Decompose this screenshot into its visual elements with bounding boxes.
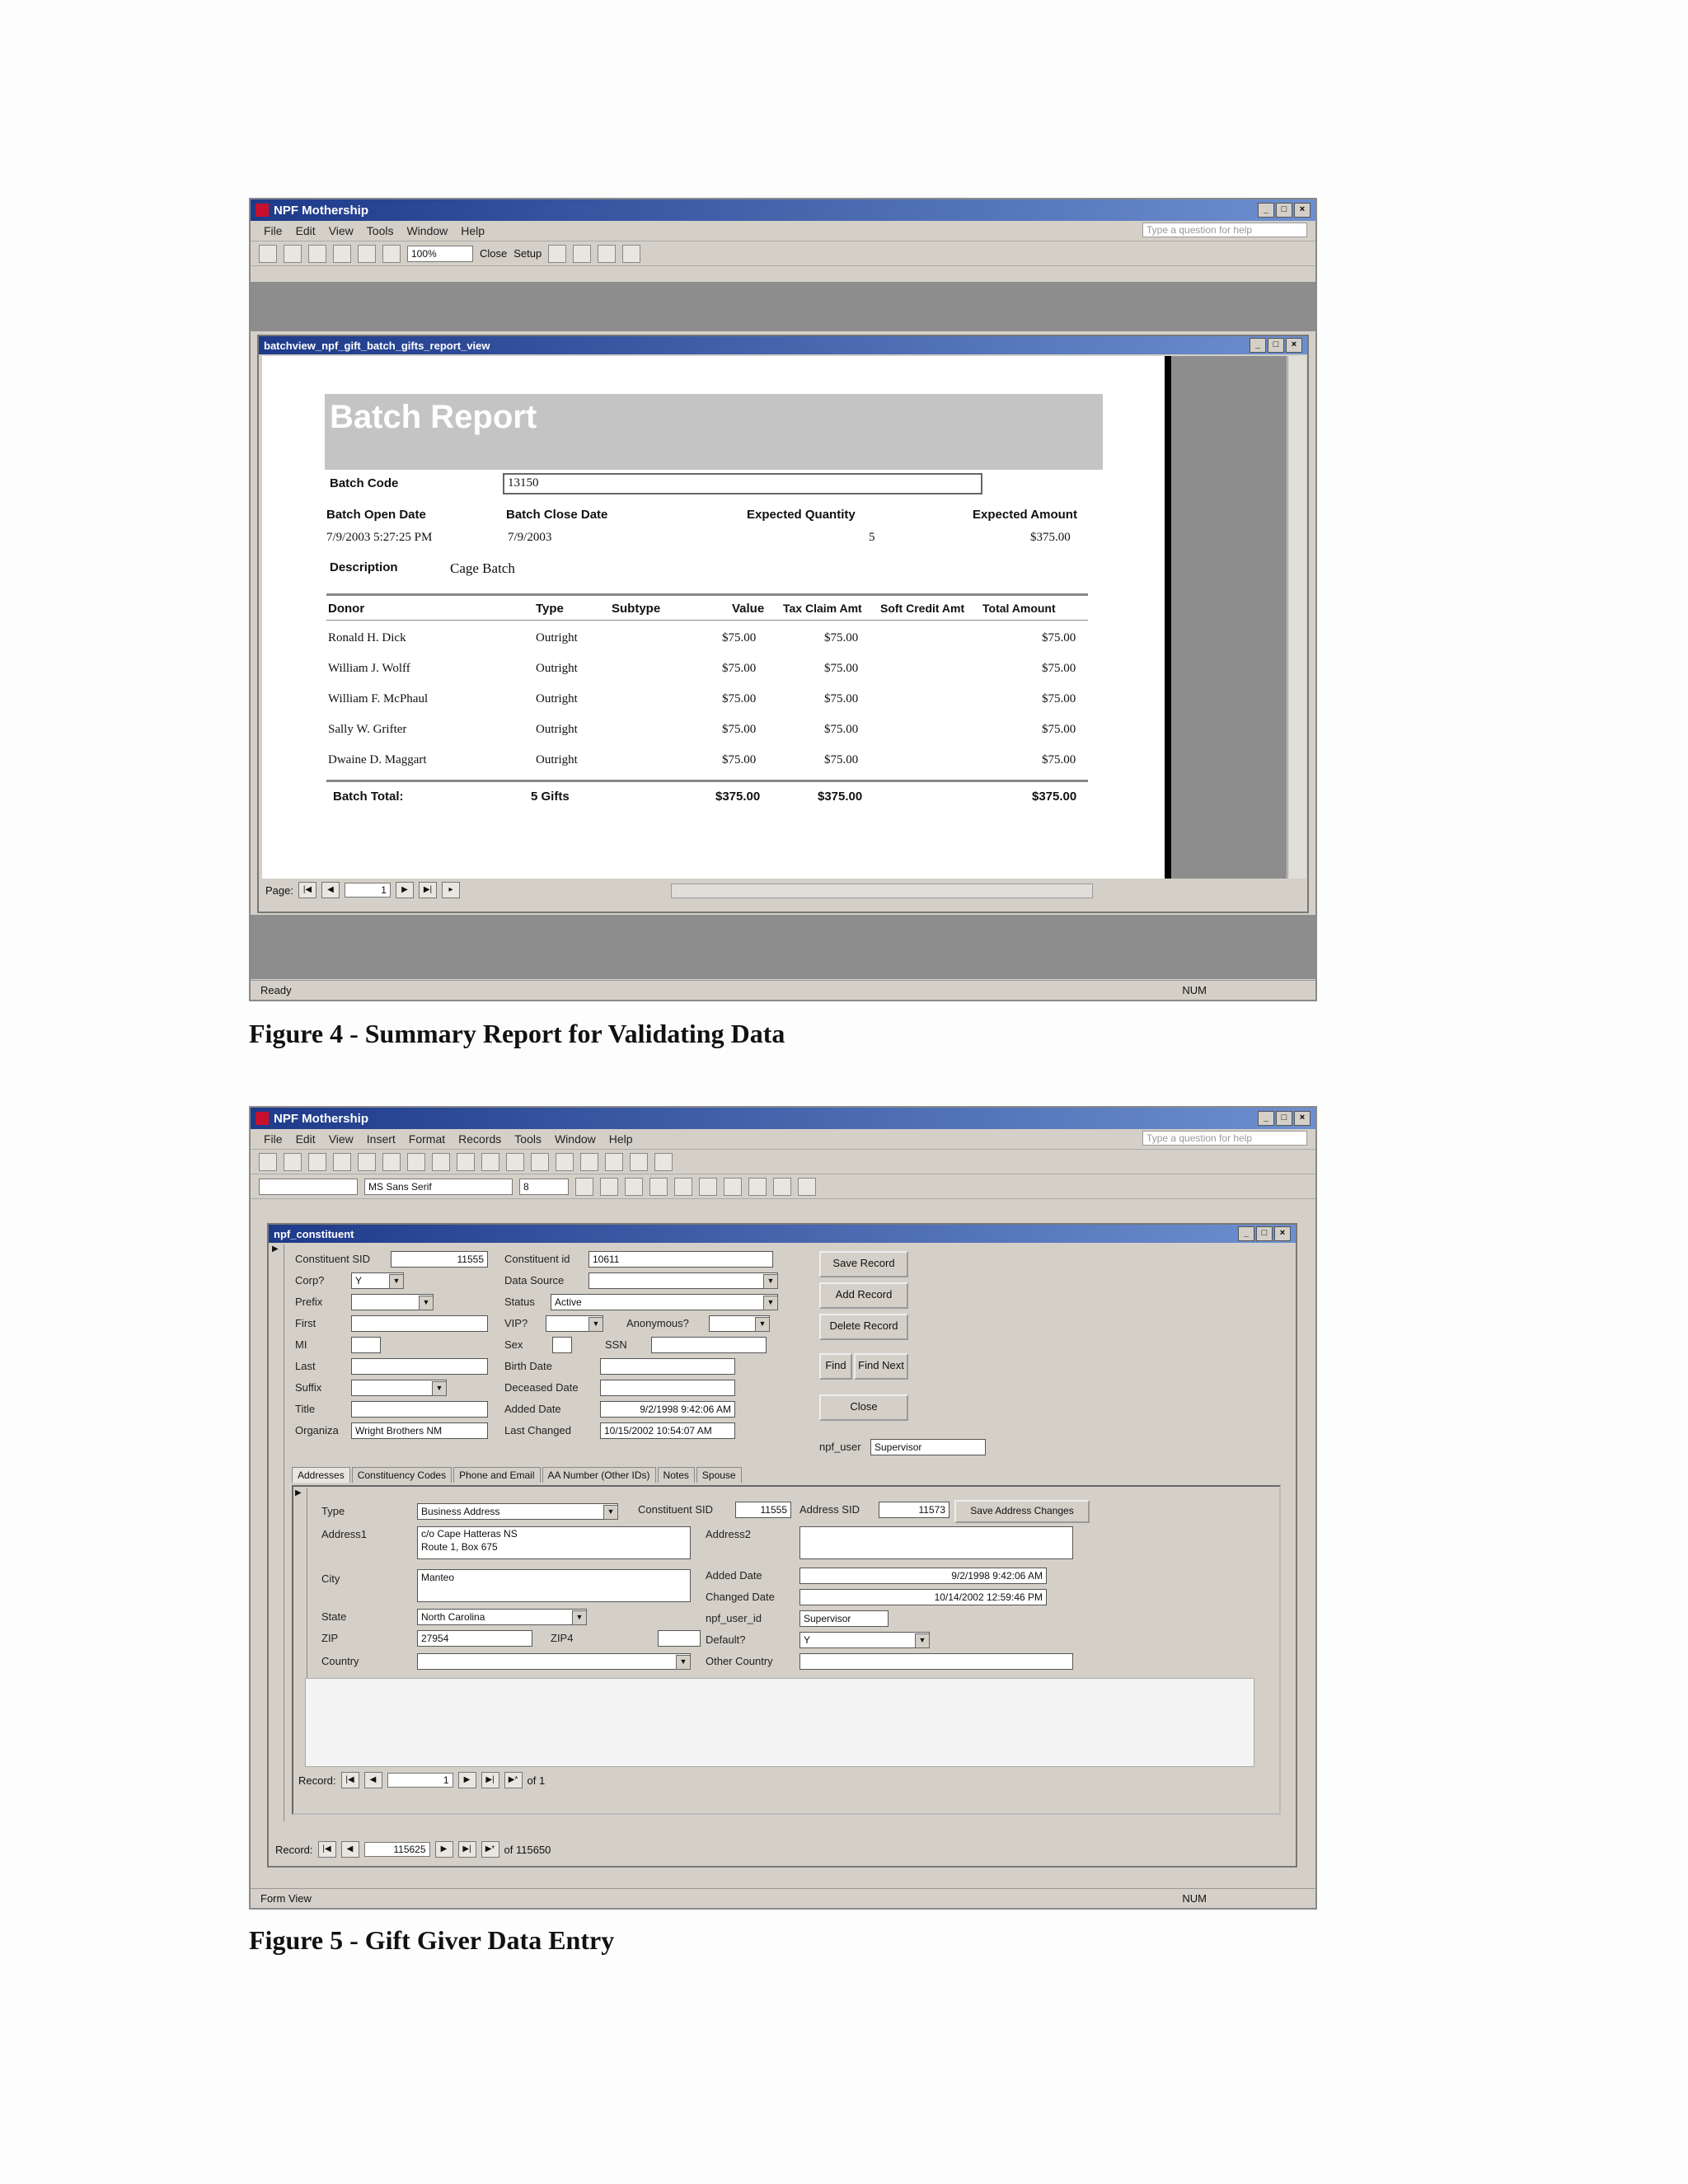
delete-record-icon[interactable] — [605, 1153, 623, 1171]
page-navigator — [265, 882, 460, 898]
figure-5-caption: Figure 5 - Gift Giver Data Entry — [249, 1925, 615, 1955]
chevron-down-icon[interactable]: ▼ — [763, 1296, 778, 1310]
last-changed-field[interactable]: 10/15/2002 10:54:07 AM — [600, 1422, 735, 1439]
address-type-label: Type — [321, 1505, 345, 1517]
sort-ascending-icon[interactable] — [481, 1153, 499, 1171]
report-title: Batch Report — [325, 394, 1103, 470]
sort-descending-icon[interactable] — [506, 1153, 524, 1171]
added-date-field[interactable]: 9/2/1998 9:42:06 AM — [600, 1401, 735, 1418]
save-record-button[interactable]: Save Record — [819, 1251, 908, 1277]
menu-bar — [251, 1129, 1315, 1150]
address1-label: Address1 — [321, 1528, 367, 1540]
menu-view[interactable]: View — [328, 1132, 354, 1146]
npf-user-field[interactable]: Supervisor — [870, 1439, 986, 1455]
page-number-input[interactable]: 1 — [345, 883, 391, 898]
column-divider — [326, 620, 1088, 621]
child-maximize-button[interactable]: □ — [1268, 338, 1284, 353]
status-text: Ready — [260, 984, 292, 996]
state-label: State — [321, 1610, 347, 1623]
chevron-down-icon[interactable]: ▼ — [419, 1296, 434, 1310]
save-address-changes-button[interactable]: Save Address Changes — [954, 1500, 1090, 1523]
close-window-button[interactable]: × — [1294, 1111, 1311, 1126]
description-label: Description — [330, 560, 398, 574]
child-title: batchview_npf_gift_batch_gifts_report_view — [264, 339, 490, 352]
address-constituent-sid-field[interactable]: 11555 — [735, 1502, 791, 1518]
row-donor: Ronald H. Dick — [328, 631, 406, 644]
prefix-label: Prefix — [295, 1296, 323, 1308]
menu-format[interactable]: Format — [408, 1132, 446, 1146]
first-page-icon[interactable]: |◀ — [298, 882, 316, 898]
find-button[interactable]: Find — [819, 1353, 852, 1380]
chevron-down-icon[interactable]: ▼ — [755, 1317, 770, 1332]
horizontal-scrollbar[interactable] — [671, 883, 1093, 898]
first-label: First — [295, 1317, 316, 1329]
tab-constituency-codes[interactable]: Constituency Codes — [352, 1467, 452, 1483]
form-window — [249, 1106, 1317, 1910]
row-donor: Dwaine D. Maggart — [328, 753, 427, 766]
formatting-toolbar — [251, 1174, 1315, 1199]
row-donor: William J. Wolff — [328, 662, 410, 675]
chevron-down-icon[interactable]: ▼ — [603, 1505, 618, 1520]
deceased-date-field[interactable] — [600, 1380, 735, 1396]
prev-record-icon[interactable]: ◀ — [364, 1772, 382, 1788]
app-title: NPF Mothership — [274, 203, 368, 218]
form-toolbar — [251, 1150, 1315, 1174]
align-left-icon[interactable] — [649, 1178, 668, 1196]
print-icon[interactable] — [284, 245, 302, 263]
prev-page-icon[interactable]: ◀ — [321, 882, 340, 898]
row-total: $75.00 — [1042, 631, 1076, 644]
one-page-icon[interactable] — [333, 245, 351, 263]
col-donor: Donor — [328, 602, 365, 616]
status-bar — [251, 1888, 1315, 1908]
cut-icon[interactable] — [382, 1153, 401, 1171]
child-maximize-button[interactable]: □ — [1256, 1226, 1273, 1241]
spelling-icon[interactable] — [358, 1153, 376, 1171]
record-label: Record: — [275, 1843, 313, 1856]
vip-label: VIP? — [504, 1317, 528, 1329]
paste-icon[interactable] — [432, 1153, 450, 1171]
title-bar — [251, 1108, 1315, 1129]
minimize-button[interactable]: _ — [1258, 203, 1274, 218]
open-date-label: Batch Open Date — [326, 508, 426, 522]
col-value: Value — [732, 602, 765, 616]
child-title: npf_constituent — [274, 1227, 354, 1240]
country-select[interactable] — [417, 1653, 691, 1670]
batch-code-label: Batch Code — [330, 476, 399, 490]
row-type: Outright — [536, 692, 578, 705]
status-bar — [251, 980, 1315, 1000]
object-select[interactable] — [259, 1179, 358, 1195]
close-date-value: 7/9/2003 — [508, 531, 552, 544]
two-pages-icon[interactable] — [358, 245, 376, 263]
first-name-field[interactable] — [351, 1315, 488, 1332]
chevron-down-icon[interactable]: ▼ — [389, 1274, 404, 1289]
maximize-button[interactable]: □ — [1276, 203, 1292, 218]
city-field[interactable]: Manteo — [417, 1569, 691, 1602]
menu-insert[interactable]: Insert — [366, 1132, 396, 1146]
sub-record-selector[interactable]: ▶ — [295, 1488, 307, 1678]
sex-field[interactable] — [552, 1337, 572, 1353]
default-select[interactable]: Y — [799, 1632, 930, 1648]
title-label: Title — [295, 1403, 316, 1415]
next-page-icon[interactable]: ▶ — [396, 882, 414, 898]
zip4-label: ZIP4 — [551, 1632, 574, 1644]
page-edge — [1165, 356, 1171, 879]
batch-total-value: $375.00 — [715, 790, 761, 804]
row-type: Outright — [536, 662, 578, 675]
address2-field[interactable] — [799, 1526, 1073, 1559]
menu-file[interactable]: File — [264, 1132, 283, 1146]
app-title: NPF Mothership — [274, 1111, 368, 1126]
menu-window[interactable]: Window — [554, 1132, 596, 1146]
row-value: $75.00 — [722, 753, 757, 766]
corp-label: Corp? — [295, 1274, 325, 1286]
prev-record-icon[interactable]: ◀ — [341, 1841, 359, 1858]
chevron-down-icon[interactable]: ▼ — [572, 1610, 587, 1625]
row-tax: $75.00 — [824, 662, 859, 675]
middle-initial-field[interactable] — [351, 1337, 381, 1353]
record-number-input[interactable]: 115625 — [364, 1842, 430, 1857]
menu-records[interactable]: Records — [458, 1132, 502, 1146]
organization-label: Organiza — [295, 1424, 339, 1436]
mdi-background-bottom — [251, 915, 1315, 979]
save-icon[interactable] — [284, 1153, 302, 1171]
constituent-form-window — [267, 1223, 1297, 1868]
help-search-input[interactable]: Type a question for help — [1142, 223, 1307, 237]
last-record-icon[interactable]: ▶| — [481, 1772, 499, 1788]
birth-date-field[interactable] — [600, 1358, 735, 1375]
batch-code-value: 13150 — [503, 473, 982, 494]
mi-label: MI — [295, 1338, 307, 1351]
first-record-icon[interactable]: |◀ — [318, 1841, 336, 1858]
batch-total-label: Batch Total: — [333, 790, 404, 804]
address-added-date-field[interactable]: 9/2/1998 9:42:06 AM — [799, 1568, 1047, 1584]
open-date-value: 7/9/2003 5:27:25 PM — [326, 531, 433, 544]
menu-help[interactable]: Help — [608, 1132, 633, 1146]
chevron-down-icon[interactable]: ▼ — [915, 1633, 930, 1648]
data-source-label: Data Source — [504, 1274, 565, 1286]
col-total: Total Amount — [982, 602, 1056, 615]
added-date-label: Added Date — [504, 1403, 561, 1415]
menu-edit[interactable]: Edit — [295, 224, 316, 237]
country-label: Country — [321, 1655, 359, 1667]
last-label: Last — [295, 1360, 316, 1372]
col-subtype: Subtype — [612, 602, 661, 616]
changed-date-label: Changed Date — [706, 1591, 775, 1603]
row-donor: Sally W. Grifter — [328, 723, 407, 736]
filter-icon[interactable] — [531, 1153, 549, 1171]
minimize-button[interactable]: _ — [1258, 1111, 1274, 1126]
bold-icon[interactable] — [575, 1178, 593, 1196]
menu-tools[interactable]: Tools — [366, 224, 394, 237]
record-selector[interactable]: ▶ — [272, 1244, 284, 1821]
font-size-select[interactable]: 8 — [519, 1179, 569, 1195]
other-country-field[interactable] — [799, 1653, 1073, 1670]
address2-label: Address2 — [706, 1528, 751, 1540]
close-window-button[interactable]: × — [1294, 203, 1311, 218]
row-type: Outright — [536, 753, 578, 766]
title-bar — [251, 199, 1315, 221]
batch-total-gifts: 5 Gifts — [531, 790, 570, 804]
close-button[interactable]: Close — [480, 247, 508, 260]
city-label: City — [321, 1572, 340, 1585]
constituent-sid-label: Constituent SID — [295, 1253, 371, 1265]
last-record-icon[interactable]: ▶| — [458, 1841, 476, 1858]
tab-notes[interactable]: Notes — [658, 1467, 695, 1483]
last-page-icon[interactable]: ▶| — [419, 882, 437, 898]
office-links-icon[interactable] — [548, 245, 566, 263]
sub-record-navigator — [298, 1772, 545, 1788]
row-value: $75.00 — [722, 631, 757, 644]
row-type: Outright — [536, 631, 578, 644]
state-select[interactable]: North Carolina — [417, 1609, 587, 1625]
preview-background — [1171, 356, 1287, 879]
properties-icon[interactable] — [630, 1153, 648, 1171]
row-tax: $75.00 — [824, 723, 859, 736]
child-minimize-button[interactable]: _ — [1250, 338, 1266, 353]
report-toolbar — [251, 241, 1315, 266]
subform-empty-area — [305, 1678, 1254, 1767]
font-color-icon[interactable] — [748, 1178, 767, 1196]
figure-4-caption: Figure 4 - Summary Report for Validating Data — [249, 1019, 785, 1048]
record-count: of 115650 — [504, 1843, 551, 1856]
row-tax: $75.00 — [824, 692, 859, 705]
batch-total-amount: $375.00 — [1032, 790, 1077, 804]
new-record-nav-icon[interactable]: ▶* — [504, 1772, 523, 1788]
child-minimize-button[interactable]: _ — [1238, 1226, 1254, 1241]
menu-tools[interactable]: Tools — [514, 1132, 542, 1146]
address-constituent-sid-label: Constituent SID — [638, 1503, 714, 1516]
line-color-icon[interactable] — [773, 1178, 791, 1196]
undo-icon[interactable] — [457, 1153, 475, 1171]
organization-field[interactable]: Wright Brothers NM — [351, 1422, 488, 1439]
deceased-date-label: Deceased Date — [504, 1381, 579, 1394]
col-type: Type — [536, 602, 564, 616]
other-country-label: Other Country — [706, 1655, 773, 1667]
child-close-button[interactable]: × — [1274, 1226, 1291, 1241]
row-total: $75.00 — [1042, 723, 1076, 736]
title-field[interactable] — [351, 1401, 488, 1418]
mdi-background — [251, 282, 1315, 331]
menu-view[interactable]: View — [328, 224, 354, 237]
find-next-button[interactable]: Find Next — [854, 1353, 908, 1380]
ssn-field[interactable] — [651, 1337, 767, 1353]
constituent-id-label: Constituent id — [504, 1253, 570, 1265]
new-record-nav-icon[interactable]: ▶* — [481, 1841, 499, 1858]
row-value: $75.00 — [722, 692, 757, 705]
expected-amount-label: Expected Amount — [973, 508, 1077, 522]
anonymous-label: Anonymous? — [626, 1317, 689, 1329]
chevron-down-icon[interactable]: ▼ — [763, 1274, 778, 1289]
tab-aa-number[interactable]: AA Number (Other IDs) — [542, 1467, 656, 1483]
expected-quantity-label: Expected Quantity — [747, 508, 856, 522]
setup-button[interactable]: Setup — [513, 247, 542, 260]
database-window-icon[interactable] — [573, 245, 591, 263]
align-right-icon[interactable] — [699, 1178, 717, 1196]
menu-edit[interactable]: Edit — [295, 1132, 316, 1146]
view-icon[interactable] — [259, 245, 277, 263]
address-type-select[interactable]: Business Address — [417, 1503, 618, 1520]
access-app-icon — [256, 204, 269, 217]
child-title-bar — [259, 336, 1307, 354]
constituent-sid-field[interactable]: 11555 — [391, 1251, 488, 1268]
header-divider — [326, 593, 1088, 596]
address-added-date-label: Added Date — [706, 1569, 762, 1582]
print-preview-icon[interactable] — [333, 1153, 351, 1171]
zip-label: ZIP — [321, 1632, 339, 1644]
row-total: $75.00 — [1042, 753, 1076, 766]
delete-record-button[interactable]: Delete Record — [819, 1314, 908, 1340]
corp-select[interactable]: Y — [351, 1272, 404, 1289]
access-app-icon — [256, 1112, 269, 1125]
constituent-id-field[interactable]: 10611 — [588, 1251, 773, 1268]
help-icon[interactable] — [622, 245, 640, 263]
total-divider — [326, 780, 1088, 782]
scroll-right-icon[interactable]: ▸ — [442, 882, 460, 898]
sub-record-count: of 1 — [527, 1774, 546, 1787]
report-window — [249, 198, 1317, 1001]
italic-icon[interactable] — [600, 1178, 618, 1196]
menu-file[interactable]: File — [264, 224, 283, 237]
suffix-label: Suffix — [295, 1381, 322, 1394]
find-icon[interactable] — [556, 1153, 574, 1171]
new-object-icon[interactable] — [598, 245, 616, 263]
row-total: $75.00 — [1042, 662, 1076, 675]
address-sid-label: Address SID — [799, 1503, 860, 1516]
vertical-scrollbar[interactable] — [1287, 356, 1306, 879]
address1-line1: c/o Cape Hatteras NS — [421, 1528, 518, 1540]
print-icon[interactable] — [308, 1153, 326, 1171]
align-center-icon[interactable] — [674, 1178, 692, 1196]
npf-user-label: npf_user — [819, 1441, 861, 1453]
font-name-select[interactable]: MS Sans Serif — [364, 1179, 513, 1195]
col-tax-claim: Tax Claim Amt — [783, 602, 862, 615]
num-lock-indicator: NUM — [1182, 984, 1207, 996]
row-value: $75.00 — [722, 723, 757, 736]
status-select[interactable]: Active — [551, 1294, 778, 1310]
menu-help[interactable]: Help — [461, 224, 485, 237]
row-total: $75.00 — [1042, 692, 1076, 705]
npf-user-id-field[interactable]: Supervisor — [799, 1610, 889, 1627]
record-navigator — [275, 1841, 551, 1858]
description-value: Cage Batch — [450, 560, 515, 576]
row-type: Outright — [536, 723, 578, 736]
chevron-down-icon[interactable]: ▼ — [676, 1655, 691, 1670]
border-icon[interactable] — [798, 1178, 816, 1196]
status-label: Status — [504, 1296, 535, 1308]
changed-date-field[interactable]: 10/14/2002 12:59:46 PM — [799, 1589, 1047, 1605]
zip-field[interactable]: 27954 — [417, 1630, 532, 1647]
menu-bar — [251, 221, 1315, 241]
maximize-button[interactable]: □ — [1276, 1111, 1292, 1126]
first-record-icon[interactable]: |◀ — [341, 1772, 359, 1788]
child-title-bar — [269, 1225, 1296, 1243]
row-tax: $75.00 — [824, 753, 859, 766]
status-text: Form View — [260, 1892, 312, 1905]
address1-line2: Route 1, Box 675 — [421, 1541, 498, 1553]
close-date-label: Batch Close Date — [506, 508, 608, 522]
row-value: $75.00 — [722, 662, 757, 675]
view-icon[interactable] — [259, 1153, 277, 1171]
help-search-input[interactable]: Type a question for help — [1142, 1131, 1307, 1146]
chevron-down-icon[interactable]: ▼ — [588, 1317, 603, 1332]
ssn-label: SSN — [605, 1338, 627, 1351]
birth-date-label: Birth Date — [504, 1360, 552, 1372]
subform-tabs — [292, 1467, 742, 1483]
npf-user-id-label: npf_user_id — [706, 1612, 762, 1624]
next-record-icon[interactable]: ▶ — [458, 1772, 476, 1788]
zoom-icon[interactable] — [308, 245, 326, 263]
help-icon[interactable] — [654, 1153, 673, 1171]
address-subform — [292, 1485, 1281, 1815]
address1-field[interactable] — [417, 1526, 691, 1559]
row-donor: William F. McPhaul — [328, 692, 429, 705]
zoom-select[interactable]: 100% — [407, 246, 473, 262]
page-label: Page: — [265, 883, 293, 897]
close-button[interactable]: Close — [819, 1394, 908, 1421]
tab-phone-email[interactable]: Phone and Email — [453, 1467, 540, 1483]
tab-spouse[interactable]: Spouse — [696, 1467, 742, 1483]
add-record-button[interactable]: Add Record — [819, 1282, 908, 1309]
copy-icon[interactable] — [407, 1153, 425, 1171]
data-source-select[interactable] — [588, 1272, 778, 1289]
new-record-icon[interactable] — [580, 1153, 598, 1171]
zip4-field[interactable] — [658, 1630, 701, 1647]
underline-icon[interactable] — [625, 1178, 643, 1196]
chevron-down-icon[interactable]: ▼ — [432, 1381, 447, 1396]
last-changed-label: Last Changed — [504, 1424, 571, 1436]
expected-amount-value: $375.00 — [1030, 531, 1071, 544]
expected-quantity-value: 5 — [869, 531, 875, 544]
tab-addresses[interactable]: Addresses — [292, 1467, 350, 1483]
sex-label: Sex — [504, 1338, 523, 1351]
num-lock-indicator: NUM — [1182, 1892, 1207, 1905]
report-child-window — [257, 335, 1309, 913]
batch-total-tax: $375.00 — [818, 790, 863, 804]
sub-record-number-input[interactable]: 1 — [387, 1773, 453, 1788]
address-sid-field[interactable]: 11573 — [879, 1502, 950, 1518]
row-tax: $75.00 — [824, 631, 859, 644]
default-label: Default? — [706, 1633, 746, 1646]
menu-window[interactable]: Window — [406, 224, 448, 237]
last-name-field[interactable] — [351, 1358, 488, 1375]
fill-color-icon[interactable] — [724, 1178, 742, 1196]
next-record-icon[interactable]: ▶ — [435, 1841, 453, 1858]
multiple-pages-icon[interactable] — [382, 245, 401, 263]
child-close-button[interactable]: × — [1286, 338, 1302, 353]
col-soft-credit: Soft Credit Amt — [880, 602, 965, 615]
sub-record-label: Record: — [298, 1774, 336, 1787]
